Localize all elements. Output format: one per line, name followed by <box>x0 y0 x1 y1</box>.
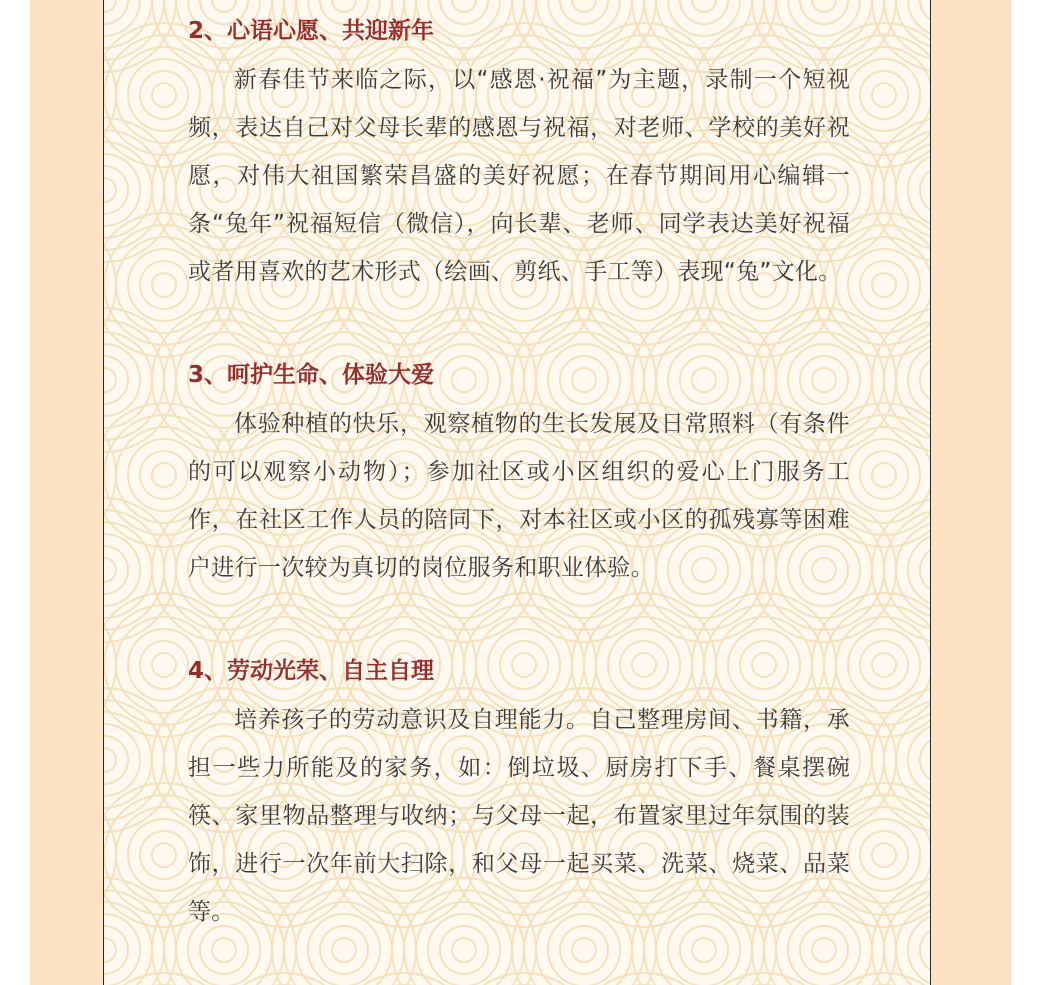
section-greetings <box>188 0 850 296</box>
section-paragraph: 体验种植的快乐，观察植物的生长发展及日常照料（有条件的可以观察小动物）；参加社区或小区组织的爱心上门服务工作，在社区工作人员的陪同下，对本社区或小区的孤残寡等困难户进行一次较为真切的岗位服务和职业体验。 <box>188 411 850 581</box>
section-heading: 2、心语心愿、共迎新年 <box>188 18 435 44</box>
section-paragraph: 培养孩子的劳动意识及自理能力。自己整理房间、书籍，承担一些力所能及的家务，如：倒垃圾、厨房打下手、餐桌摆碗筷、家里物品整理与收纳；与父母一起，布置家里过年氛围的装饰，进行一次年前大扫除，和父母一起买菜、洗菜、烧菜、品菜等。 <box>188 707 850 925</box>
content-panel <box>103 0 931 985</box>
section-paragraph: 新春佳节来临之际，以“感恩·祝福”为主题，录制一个短视频，表达自己对父母长辈的感恩与祝福，对老师、学校的美好祝愿，对伟大祖国繁荣昌盛的美好祝愿；在春节期间用心编辑一条“兔年”祝福短信（微信），向长辈、老师、同学表达美好祝福或者用喜欢的艺术形式（绘画、剪纸、手工等）表现“兔”文化。 <box>188 67 850 285</box>
article-content <box>188 0 850 936</box>
section-spacer <box>188 592 850 640</box>
section-heading: 3、呵护生命、体验大爱 <box>188 362 435 388</box>
section-spacer <box>188 296 850 344</box>
section-heading: 4、劳动光荣、自主自理 <box>188 658 435 684</box>
section-labor <box>188 640 850 936</box>
section-care-life <box>188 344 850 592</box>
